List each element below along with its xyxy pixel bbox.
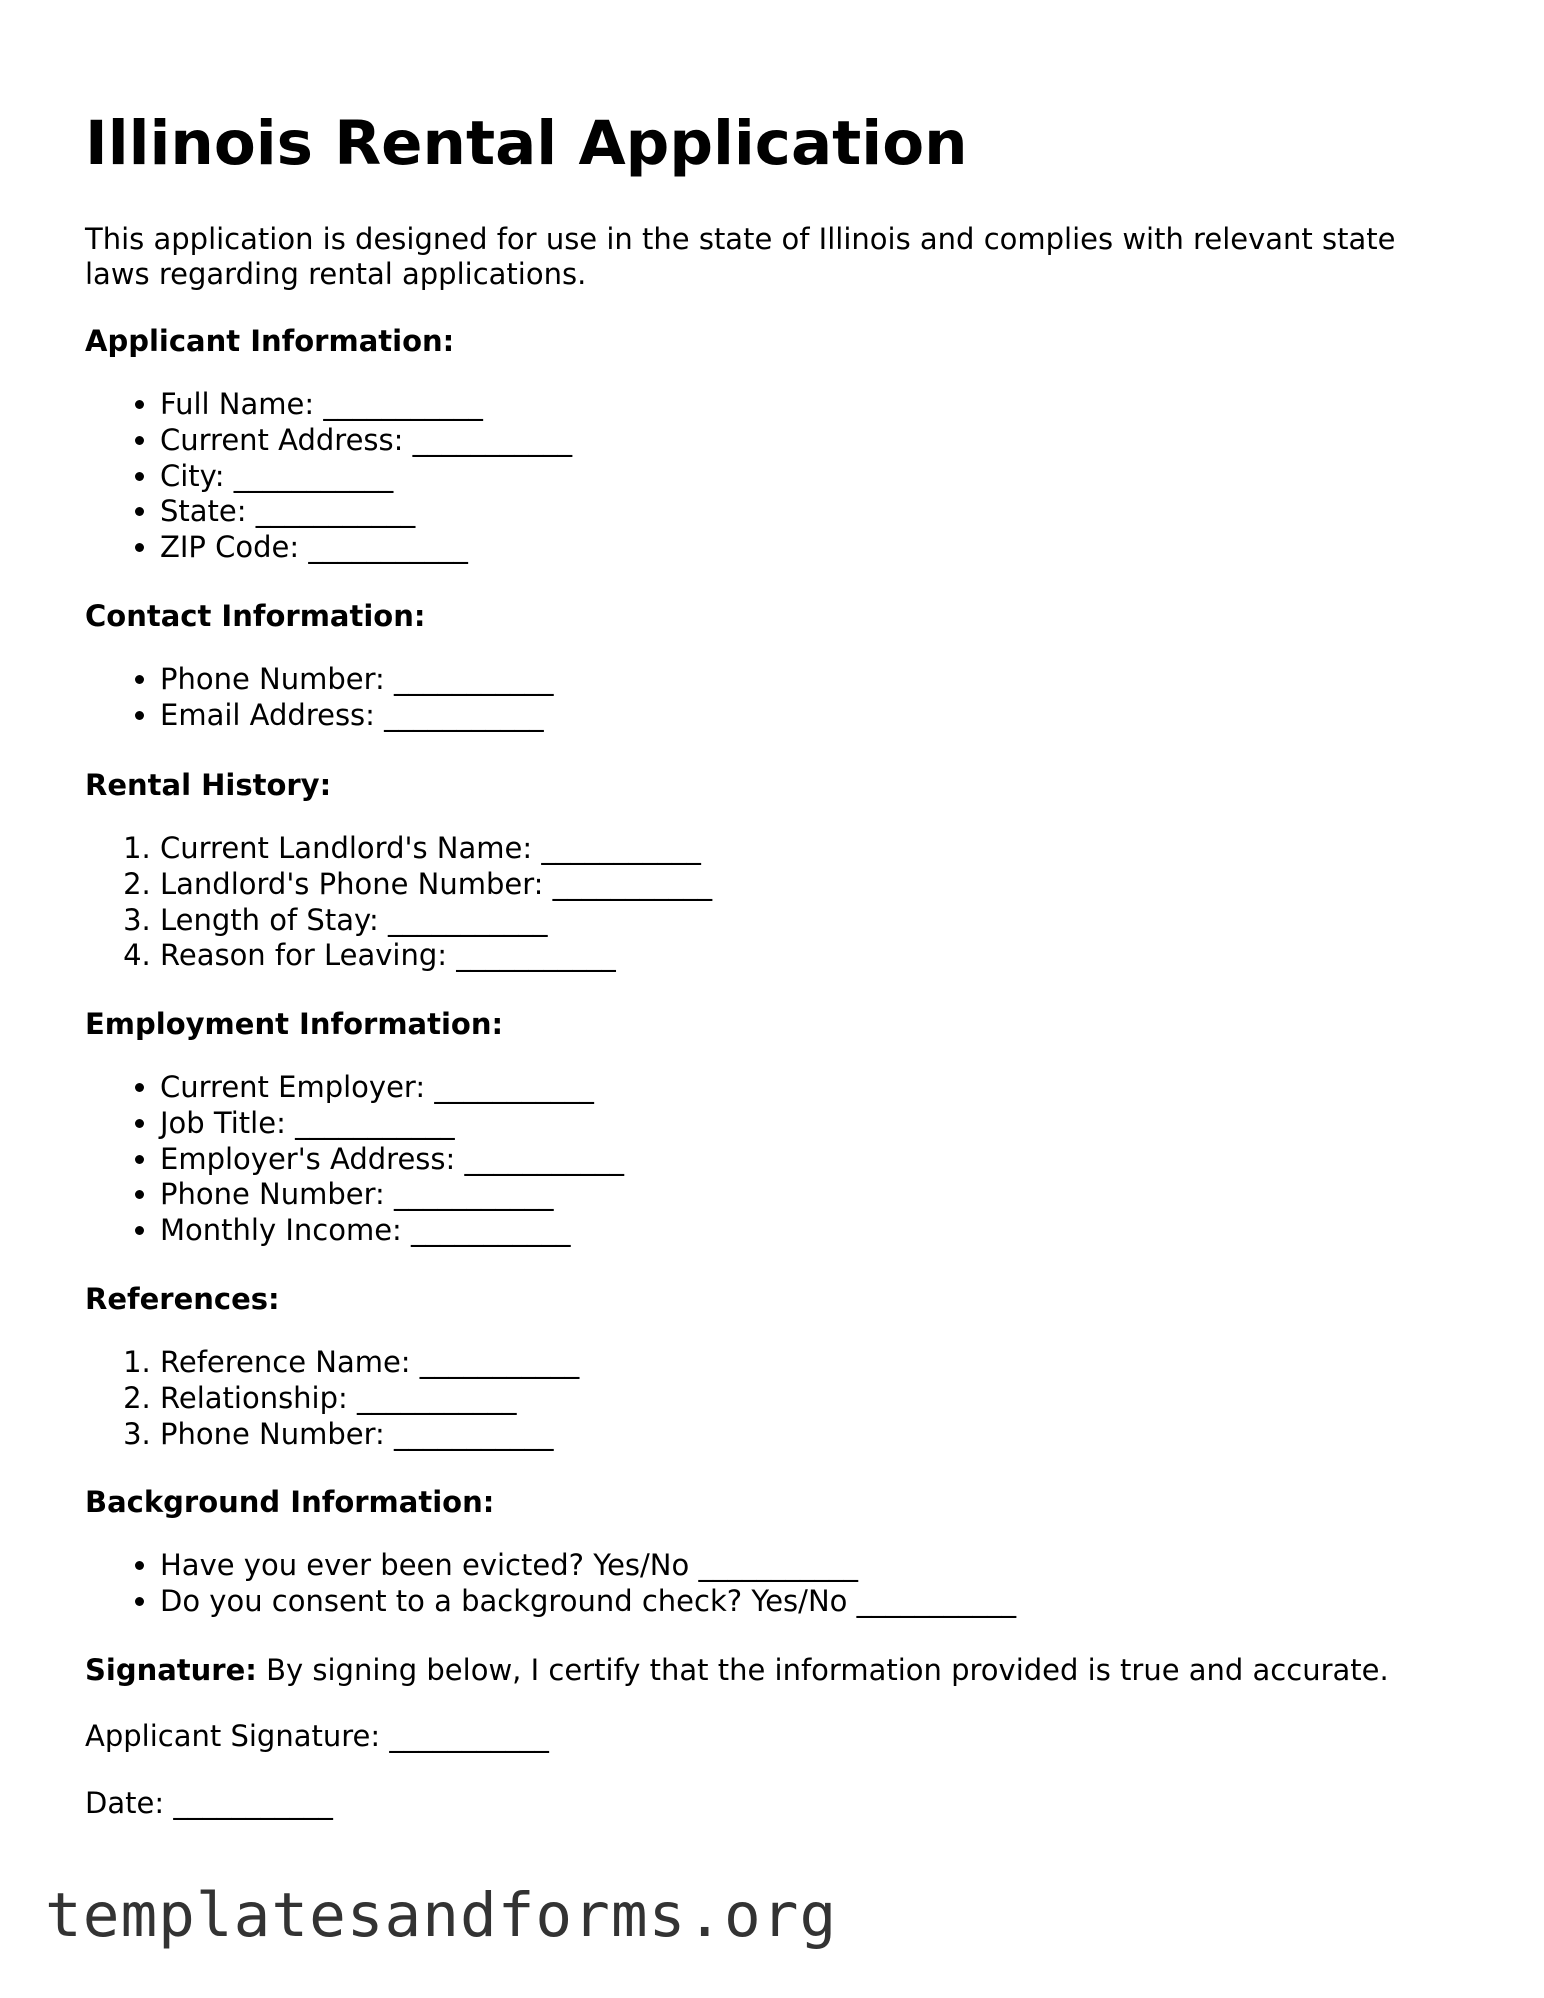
blank-line[interactable]: ___________ [389,1719,549,1753]
references-list [85,1345,579,1452]
field-label: Relationship: [160,1380,348,1415]
blank-line[interactable]: ___________ [434,1070,594,1104]
blank-line[interactable]: ___________ [308,530,468,565]
applicant-signature-line [85,1718,549,1754]
list-item [160,1177,624,1213]
list-item [160,831,712,867]
page-title: Illinois Rental Application [85,108,968,179]
field-label: Have you ever been evicted? Yes/No [160,1548,690,1582]
blank-line[interactable]: ___________ [411,1213,571,1248]
list-item [160,530,572,566]
blank-line[interactable]: ___________ [552,866,713,901]
background-information-heading: Background Information: [85,1485,495,1519]
list-item [160,662,554,698]
background-information-list [85,1548,1016,1620]
employment-information-list [85,1070,624,1249]
list-item [160,903,712,939]
blank-line[interactable]: ___________ [357,1380,517,1415]
blank-line[interactable]: ___________ [323,387,483,421]
blank-line[interactable]: ___________ [419,1345,580,1379]
blank-line[interactable]: ___________ [456,938,616,973]
blank-line[interactable]: ___________ [464,1141,624,1176]
signature-label: Signature: [85,1653,257,1687]
blank-line[interactable]: ___________ [394,1177,554,1212]
field-label: State: [160,494,247,529]
applicant-information-heading: Applicant Information: [85,324,455,358]
date-line [85,1785,333,1821]
blank-line[interactable]: ___________ [394,1416,554,1451]
list-item [160,1417,579,1453]
list-item [160,938,712,974]
field-label: Current Address: [160,422,404,457]
list-item [160,1584,1016,1620]
field-label: City: [160,458,225,493]
field-label: Job Title: [160,1105,286,1140]
signature-statement [85,1652,1389,1688]
list-item [160,1142,624,1178]
field-label: Phone Number: [160,662,385,696]
field-label: Monthly Income: [160,1213,402,1248]
field-label: Do you consent to a background check? Yes/No [160,1583,848,1618]
signature-text: By signing below, I certify that the information provided is true and accurate. [266,1653,1389,1687]
blank-line[interactable]: ___________ [295,1105,455,1140]
list-item [160,1548,1016,1584]
list-item [160,494,572,530]
blank-line[interactable]: ___________ [233,458,394,493]
list-item [160,1345,579,1381]
date-label: Date: [85,1786,165,1820]
field-label: Full Name: [160,387,315,421]
field-label: Email Address: [160,697,375,732]
rental-history-list [85,831,712,974]
list-item [160,459,572,495]
list-item [160,1381,579,1417]
field-label: Length of Stay: [160,902,379,937]
watermark: templatesandforms.org [45,1880,838,1951]
field-label: Reason for Leaving: [160,938,448,973]
applicant-information-list [85,387,572,566]
list-item [160,423,572,459]
intro-paragraph: This application is designed for use in the state of Illinois and complies with relevant state laws regarding rental applications. [85,222,1396,291]
rental-history-heading: Rental History: [85,768,332,802]
blank-line[interactable]: ___________ [255,494,416,529]
field-label: Current Employer: [160,1070,426,1104]
blank-line[interactable]: ___________ [388,902,548,937]
field-label: Current Landlord's Name: [160,831,533,865]
blank-line[interactable]: ___________ [394,662,554,696]
field-label: Employer's Address: [160,1141,456,1176]
list-item [160,1070,624,1106]
list-item [160,867,712,903]
field-label: Phone Number: [160,1416,385,1451]
list-item [160,1213,624,1249]
references-heading: References: [85,1282,280,1316]
blank-line[interactable]: ___________ [541,831,701,865]
contact-information-list [85,662,554,734]
field-label: Phone Number: [160,1177,385,1212]
blank-line[interactable]: ___________ [412,422,573,457]
list-item [160,698,554,734]
field-label: Reference Name: [160,1345,411,1379]
applicant-signature-label: Applicant Signature: [85,1719,381,1753]
blank-line[interactable]: ___________ [698,1548,858,1582]
field-label: Landlord's Phone Number: [160,866,544,901]
list-item [160,1106,624,1142]
list-item [160,387,572,423]
field-label: ZIP Code: [160,530,300,565]
blank-line[interactable]: ___________ [384,697,544,732]
contact-information-heading: Contact Information: [85,599,426,633]
employment-information-heading: Employment Information: [85,1007,504,1041]
blank-line[interactable]: ___________ [173,1786,333,1820]
blank-line[interactable]: ___________ [856,1583,1017,1618]
